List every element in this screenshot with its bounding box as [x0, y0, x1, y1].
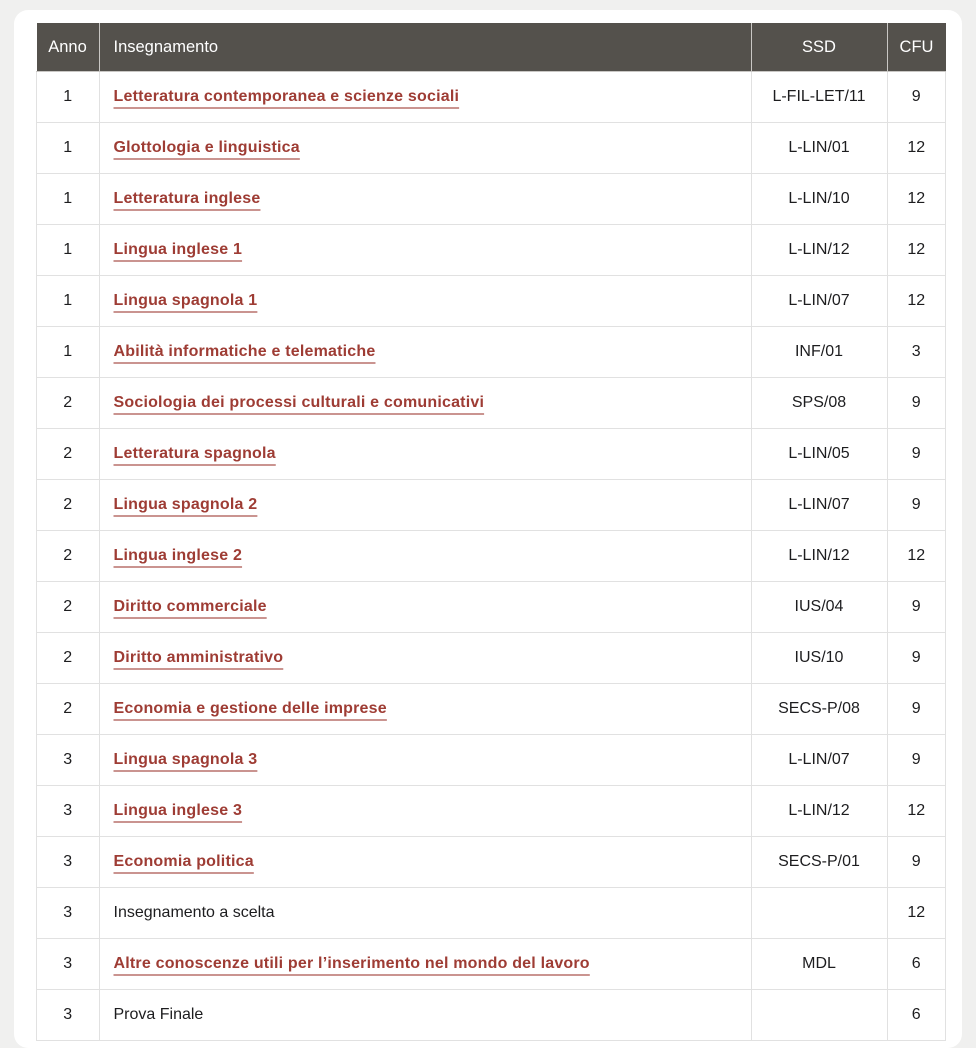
table-row: [37, 990, 946, 1041]
course-cell: [99, 735, 751, 786]
anno-cell: 1: [37, 225, 100, 276]
course-cell: [99, 480, 751, 531]
table-row: [37, 429, 946, 480]
course-cell: [99, 72, 751, 123]
ssd-cell: L-LIN/10: [751, 174, 887, 225]
course-cell: [99, 582, 751, 633]
anno-cell: 3: [37, 837, 100, 888]
table-row: [37, 123, 946, 174]
table-row: [37, 378, 946, 429]
course-link[interactable]: Lingua spagnola 1: [113, 292, 258, 309]
ssd-cell: IUS/04: [751, 582, 887, 633]
anno-cell: 2: [37, 378, 100, 429]
cfu-cell: 9: [887, 633, 946, 684]
table-row: [37, 225, 946, 276]
cfu-cell: 6: [887, 990, 946, 1041]
cfu-cell: 9: [887, 684, 946, 735]
ssd-cell: SPS/08: [751, 378, 887, 429]
table-row: [37, 582, 946, 633]
anno-cell: 2: [37, 684, 100, 735]
anno-cell: 2: [37, 633, 100, 684]
course-link[interactable]: Abilità informatiche e telematiche: [113, 343, 376, 360]
anno-cell: 1: [37, 123, 100, 174]
table-row: [37, 174, 946, 225]
table-row: [37, 939, 946, 990]
course-text: Prova Finale: [113, 1006, 204, 1023]
cfu-cell: 9: [887, 429, 946, 480]
anno-cell: 3: [37, 786, 100, 837]
course-cell: [99, 531, 751, 582]
cfu-cell: 12: [887, 225, 946, 276]
course-cell: [99, 786, 751, 837]
ssd-cell: L-LIN/12: [751, 225, 887, 276]
ssd-cell: SECS-P/01: [751, 837, 887, 888]
course-cell: [99, 684, 751, 735]
ssd-cell: L-LIN/07: [751, 480, 887, 531]
course-cell: [99, 429, 751, 480]
anno-cell: 1: [37, 72, 100, 123]
table-row: [37, 684, 946, 735]
ssd-cell: SECS-P/08: [751, 684, 887, 735]
table-row: [37, 837, 946, 888]
anno-cell: 3: [37, 990, 100, 1041]
cfu-cell: 12: [887, 174, 946, 225]
course-cell: [99, 939, 751, 990]
course-cell: [99, 633, 751, 684]
course-cell: [99, 837, 751, 888]
ssd-cell: L-LIN/01: [751, 123, 887, 174]
table-row: [37, 531, 946, 582]
course-link[interactable]: Lingua spagnola 3: [113, 751, 258, 768]
cfu-cell: 9: [887, 837, 946, 888]
cfu-cell: 9: [887, 735, 946, 786]
table-row: [37, 480, 946, 531]
course-link[interactable]: Diritto amministrativo: [113, 649, 284, 666]
cfu-cell: 9: [887, 72, 946, 123]
ssd-cell: L-LIN/07: [751, 276, 887, 327]
anno-cell: 3: [37, 888, 100, 939]
anno-cell: 1: [37, 174, 100, 225]
table-row: [37, 888, 946, 939]
cfu-cell: 12: [887, 276, 946, 327]
column-header-cfu: CFU: [887, 23, 946, 72]
ssd-cell: INF/01: [751, 327, 887, 378]
ssd-cell: MDL: [751, 939, 887, 990]
course-link[interactable]: Diritto commerciale: [113, 598, 267, 615]
course-cell: [99, 174, 751, 225]
cfu-cell: 12: [887, 888, 946, 939]
ssd-cell: L-LIN/07: [751, 735, 887, 786]
course-link[interactable]: Lingua inglese 1: [113, 241, 243, 258]
course-cell: [99, 990, 751, 1041]
table-row: [37, 276, 946, 327]
anno-cell: 1: [37, 327, 100, 378]
cfu-cell: 9: [887, 378, 946, 429]
cfu-cell: 3: [887, 327, 946, 378]
cfu-cell: 12: [887, 531, 946, 582]
cfu-cell: 6: [887, 939, 946, 990]
course-link[interactable]: Lingua spagnola 2: [113, 496, 258, 513]
anno-cell: 3: [37, 735, 100, 786]
ssd-cell: [751, 888, 887, 939]
course-table: [36, 23, 946, 1041]
course-link[interactable]: Economia e gestione delle imprese: [113, 700, 387, 717]
table-row: [37, 633, 946, 684]
column-header-ssd: SSD: [751, 23, 887, 72]
anno-cell: 1: [37, 276, 100, 327]
course-link[interactable]: Glottologia e linguistica: [113, 139, 300, 156]
ssd-cell: L-LIN/12: [751, 786, 887, 837]
table-header: [37, 23, 946, 72]
table-body: [37, 72, 946, 1041]
ssd-cell: L-LIN/05: [751, 429, 887, 480]
course-cell: [99, 327, 751, 378]
course-link[interactable]: Letteratura inglese: [113, 190, 261, 207]
course-link[interactable]: Economia politica: [113, 853, 254, 870]
course-table-card: [14, 10, 962, 1048]
course-cell: [99, 378, 751, 429]
course-cell: [99, 225, 751, 276]
anno-cell: 2: [37, 582, 100, 633]
anno-cell: 2: [37, 531, 100, 582]
course-link[interactable]: Altre conoscenze utili per l’inserimento nel mondo del lavoro: [113, 955, 590, 972]
cfu-cell: 9: [887, 480, 946, 531]
column-header-insegnamento: Insegnamento: [99, 23, 751, 72]
page: [0, 10, 976, 1034]
ssd-cell: L-FIL-LET/11: [751, 72, 887, 123]
course-link[interactable]: Lingua inglese 2: [113, 547, 243, 564]
ssd-cell: L-LIN/12: [751, 531, 887, 582]
table-header-row: [37, 23, 946, 72]
cfu-cell: 12: [887, 123, 946, 174]
ssd-cell: IUS/10: [751, 633, 887, 684]
anno-cell: 2: [37, 480, 100, 531]
cfu-cell: 9: [887, 582, 946, 633]
cfu-cell: 12: [887, 786, 946, 837]
anno-cell: 2: [37, 429, 100, 480]
table-row: [37, 786, 946, 837]
course-cell: [99, 888, 751, 939]
course-link[interactable]: Sociologia dei processi culturali e comunicativi: [113, 394, 485, 411]
column-header-anno: Anno: [37, 23, 100, 72]
anno-cell: 3: [37, 939, 100, 990]
ssd-cell: [751, 990, 887, 1041]
course-text: Insegnamento a scelta: [113, 904, 275, 921]
course-cell: [99, 276, 751, 327]
course-link[interactable]: Lingua inglese 3: [113, 802, 243, 819]
course-link[interactable]: Letteratura contemporanea e scienze sociali: [113, 88, 460, 105]
course-link[interactable]: Letteratura spagnola: [113, 445, 276, 462]
course-cell: [99, 123, 751, 174]
table-row: [37, 327, 946, 378]
table-row: [37, 735, 946, 786]
table-row: [37, 72, 946, 123]
